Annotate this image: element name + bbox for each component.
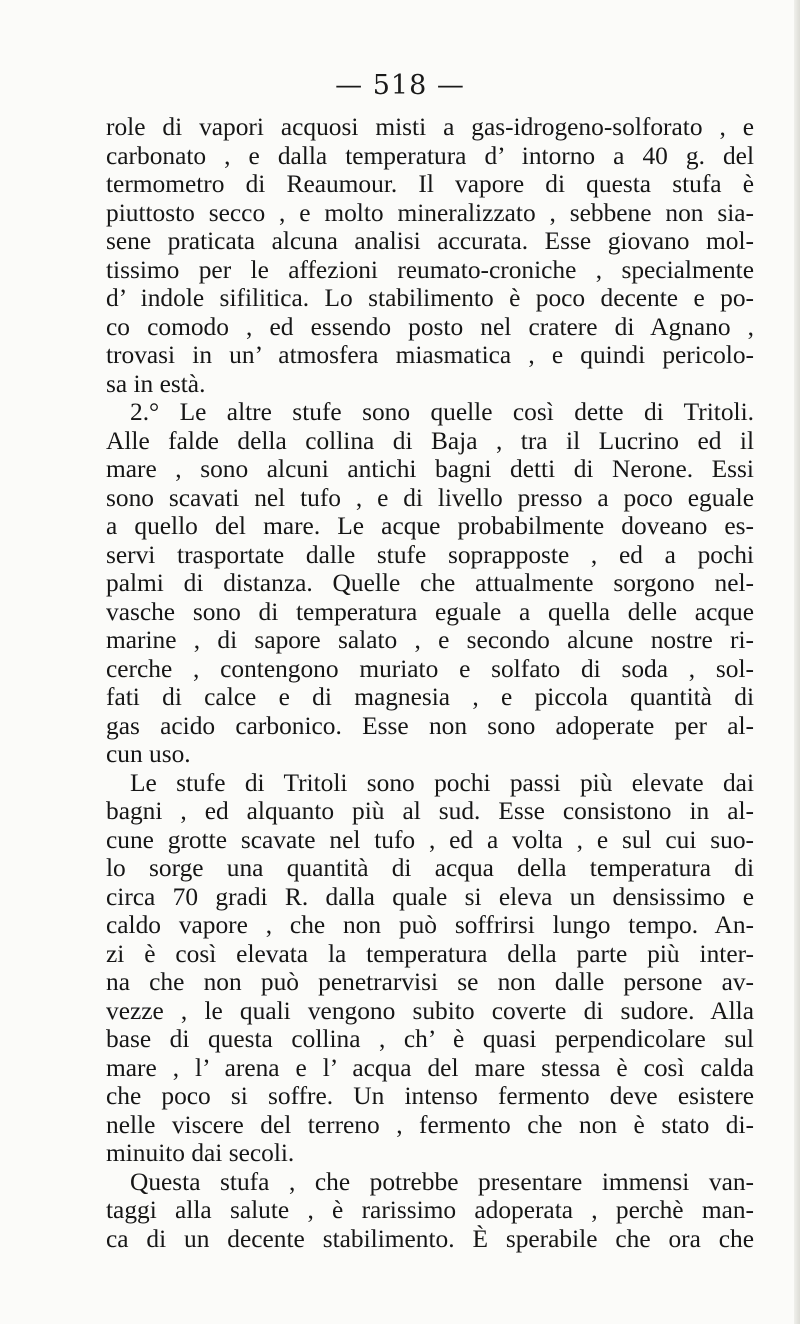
text-line: mare , sono alcuni antichi bagni detti di Nerone. Essi: [106, 455, 754, 483]
text-line: marine , di sapore salato , e secondo alcune nostre ri-: [106, 626, 754, 654]
text-line: sene praticata alcuna analisi accurata. Esse giovano mol-: [106, 227, 754, 255]
text-line: Questa stufa , che potrebbe presentare immensi van-: [130, 1167, 754, 1196]
body-text: [106, 113, 754, 1253]
text-line: palmi di distanza. Quelle che attualmente sorgono nel-: [106, 569, 754, 597]
text-line: nelle viscere del terreno , fermento che non è stato di-: [106, 1110, 754, 1139]
text-line: sa in està.: [106, 369, 206, 398]
text-line: servi trasportate dalle stufe soprapposte , ed a pochi: [106, 540, 754, 569]
text-line: circa 70 gradi R. dalla quale si eleva un densissimo e: [106, 882, 754, 911]
text-line: trovasi in un’ atmosfera miasmatica , e quindi pericolo-: [106, 341, 754, 369]
text-line: bagni , ed alquanto più al sud. Esse consistono in al-: [106, 797, 754, 825]
text-line: fati di calce e di magnesia , e piccola quantità di: [106, 683, 754, 711]
text-line: Alle falde della collina di Baja , tra il Lucrino ed il: [106, 426, 754, 455]
text-line: taggi alla salute , è rarissimo adoperata , perchè man-: [106, 1196, 754, 1224]
text-line: d’ indole sifilitica. Lo stabilimento è poco decente e po-: [106, 284, 754, 312]
text-line: a quello del mare. Le acque probabilmente doveano es-: [106, 512, 754, 540]
text-line: cune grotte scavate nel tufo , ed a volta , e sul cui suo-: [106, 825, 754, 854]
text-line: cerche , contengono muriato e solfato di soda , sol-: [106, 654, 754, 683]
text-line: vezze , le quali vengono subito coverte di sudore. Alla: [106, 996, 754, 1025]
text-line: ca di un decente stabilimento. È sperabile che ora che: [106, 1224, 754, 1253]
text-line: cun uso.: [106, 740, 191, 768]
text-line: co comodo , ed essendo posto nel cratere di Agnano ,: [106, 312, 754, 341]
text-line: caldo vapore , che non può soffrirsi lungo tempo. An-: [106, 911, 754, 939]
text-line: base di questa collina , ch’ è quasi perpendicolare sul: [106, 1025, 754, 1053]
text-line: minuito dai secoli.: [106, 1139, 295, 1167]
text-line: na che non può penetrarvisi se non dalle persone av-: [106, 968, 754, 996]
text-line: gas acido carbonico. Esse non sono adoperate per al-: [106, 711, 754, 740]
text-line: tissimo per le affezioni reumato-croniche , specialmente: [106, 255, 754, 284]
text-line: carbonato , e dalla temperatura d’ intorno a 40 g. del: [106, 141, 754, 170]
text-line: termometro di Reaumour. Il vapore di questa stufa è: [106, 170, 754, 198]
text-line: vasche sono di temperatura eguale a quella delle acque: [106, 597, 754, 626]
text-line: che poco si soffre. Un intenso fermento deve esistere: [106, 1082, 754, 1110]
text-line: role di vapori acquosi misti a gas-idrogeno-solforato , e: [106, 113, 754, 141]
text-line: mare , l’ arena e l’ acqua del mare stessa è così calda: [106, 1053, 754, 1082]
page-edge-shadow: [794, 0, 800, 1324]
text-line: piuttosto secco , e molto mineralizzato , sebbene non sia-: [106, 198, 754, 227]
text-line: Le stufe di Tritoli sono pochi passi più elevate dai: [130, 768, 754, 797]
text-line: lo sorge una quantità di acqua della temperatura di: [106, 854, 754, 882]
text-line: zi è così elevata la temperatura della parte più inter-: [106, 939, 754, 968]
page-number: — 518 —: [335, 70, 465, 101]
text-line: 2.° Le altre stufe sono quelle così dette di Tritoli.: [130, 398, 754, 426]
text-line: sono scavati nel tufo , e di livello presso a poco eguale: [106, 483, 754, 512]
